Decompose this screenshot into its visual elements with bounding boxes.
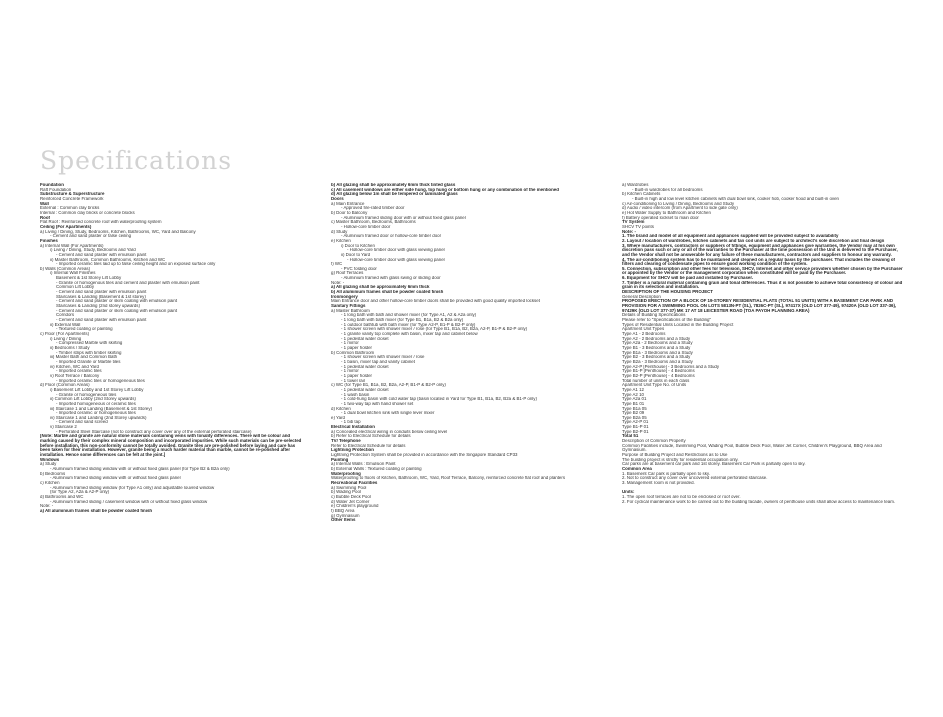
spec-line: Ceiling (For Apartments) bbox=[40, 224, 92, 229]
spec-line: Flat Roof : Reinforced concrete roof with waterproofing system bbox=[40, 220, 162, 225]
spec-line: - Aluminium framed sliding window with or without fixed glass panel bbox=[50, 476, 181, 481]
spec-line: Lightning Protection System shall be provided in accordance with the Singapore Standard CP33 bbox=[331, 453, 518, 458]
spec-line: i) Internal Wall Finishes bbox=[50, 271, 96, 276]
spec-line: - Hollow-core timber door with glass viewing panel bbox=[347, 248, 445, 253]
spec-line: - 1 shower screen with shower mixer / rose bbox=[341, 355, 425, 360]
spec-line: - Aluminium framed sliding window with or without fixed glass panel (for Type B2 & B2a only) bbox=[50, 467, 230, 472]
spec-line: - Timber strips with timber skirting bbox=[56, 350, 122, 355]
spec-line: v) Roof Terrace / Balcony bbox=[50, 373, 100, 378]
spec-line: DESCRIPTION OF THE HOUSING PROJECT bbox=[622, 290, 713, 295]
spec-line: Apartment Unit Type No. of Units bbox=[622, 383, 687, 388]
spec-line: - Built-in wardrobes for all bedrooms bbox=[632, 187, 703, 192]
spec-line: Type B1a 05 bbox=[622, 406, 647, 411]
spec-line: [Note: Marble and granite are natural stone materials containing veins with tonality differences. There will be colour and marking caused by their complex mineral composition and incorporated impurities. While such materials can be pre-selected before installation, this non-conformity cannot be totally avoided. Granite tiles are pre-polished before laying and care has been taken for their installation. However, granite being a much harder material than marble, cannot be re-polished after installation. Hence some differences can be felt at the joint.] bbox=[40, 434, 302, 458]
spec-line: ii) Common Lift Lobby (2nd Storey upwards) bbox=[50, 397, 136, 402]
spec-line: - 1 dual bowl kitchen sink with single lever mixer bbox=[341, 411, 435, 416]
spec-line: Type B1 01 bbox=[622, 401, 645, 406]
spec-line: - Imported ceramic tiles bbox=[56, 369, 102, 374]
spec-line: 2. Layout / location of wardrobes, kitchen cabinets and fan coil units are subject to architect's sole discretion and final design bbox=[622, 238, 885, 243]
spec-line: c) Air-conditioning to Living / Dining, Bedrooms and Study bbox=[622, 201, 735, 206]
spec-line: a) Master Bathroom bbox=[331, 308, 370, 313]
spec-line: iii) Master Bath and Common Bath bbox=[50, 355, 118, 360]
spec-line: - 1 pedestal water closet bbox=[341, 364, 389, 369]
spec-line: e) Kitchen bbox=[331, 238, 351, 243]
spec-line: Windows bbox=[40, 457, 60, 462]
column-middle bbox=[331, 183, 599, 578]
spec-line: Types of Residential Units Located in the Building Project bbox=[622, 322, 734, 327]
spec-line: - Imported ceramic tiles or homogeneous tiles bbox=[56, 378, 145, 383]
spec-line: - Cement and sand plaster or false ceiling bbox=[50, 234, 132, 239]
spec-line: Waterproofing to floors of Kitchen, Bathroom, WC, Yard, Roof Terrace, Balcony, reinforced concrete flat roof and planters bbox=[331, 476, 566, 481]
spec-line: Apartment Unit Types bbox=[622, 327, 665, 332]
spec-line: General Description bbox=[622, 294, 661, 299]
spec-line: - 1 two-way tap with hand shower set bbox=[341, 401, 414, 406]
spec-line: Type A2-P [Penthouse] - 3 Bedrooms and a Study bbox=[622, 364, 720, 369]
spec-line: Lightning Protection bbox=[331, 448, 374, 453]
spec-line: SHCV TV points bbox=[622, 224, 654, 229]
spec-line: a) Living / Dining, Study, Bedrooms, Kitchen, Bathrooms, WC, Yard and Balcony bbox=[40, 229, 196, 234]
spec-line: - 1 mirror bbox=[341, 341, 359, 346]
spec-line: Electrical Installation bbox=[331, 425, 375, 430]
spec-line: a) Study bbox=[40, 462, 57, 467]
spec-line: Note: - bbox=[40, 504, 54, 509]
spec-line: 2. For cyclical maintenance work to be carried out to the building facade, owners of penthouse units shall allow access to maintenance team. bbox=[622, 499, 896, 504]
spec-line: f) WC bbox=[331, 262, 343, 267]
spec-line: 1. The open roof terraces are not to be enclosed or roof over. bbox=[622, 494, 741, 499]
spec-line: - Aluminium framed sliding door with or without fixed glass panel bbox=[341, 215, 466, 220]
spec-line: f) BBQ Area bbox=[331, 508, 355, 513]
spec-line: Ironmongery bbox=[331, 294, 358, 299]
spec-line: External : Common clay bricks bbox=[40, 206, 100, 211]
spec-line: d) Study bbox=[331, 229, 348, 234]
spec-line: ii) External Wall bbox=[50, 322, 81, 327]
spec-line: - Hollow-core timber door bbox=[341, 224, 391, 229]
spec-line: Description of Common Property bbox=[622, 439, 686, 444]
spec-line: Type A2a - 2 Bedrooms and a Study bbox=[622, 341, 693, 346]
spec-line: a) Wardrobes bbox=[622, 183, 649, 187]
spec-line: Note: - bbox=[331, 280, 345, 285]
spec-line: - 1 outdoor bathtub with bath mixer (for Type A2-P, B1-P & B2-P only) bbox=[341, 322, 476, 327]
spec-line: - Cement and sand plaster with emulsion paint bbox=[56, 252, 147, 257]
spec-line: - Perforated Steel Staircase (not to construct any cover over any of the external perforated staircase) bbox=[56, 429, 252, 434]
spec-line: (for Type A2, A2a & A2-P only) bbox=[50, 490, 110, 495]
spec-line: - 1 towel rail bbox=[341, 378, 365, 383]
spec-line: - Aluminium framed door or hollow-core timber door bbox=[341, 234, 442, 239]
spec-line: - 1 pedestal water closet bbox=[341, 336, 389, 341]
spec-line: Common Lift Lobby bbox=[56, 285, 95, 290]
spec-line: c) Floor (For Apartments) bbox=[40, 332, 90, 336]
spec-line: a) Internal Walls : Emulsion Paint bbox=[331, 462, 396, 467]
spec-line: Recreational Facilities bbox=[331, 481, 378, 485]
spec-line: Type A1 12 bbox=[622, 387, 644, 392]
spec-line: - Imported homogeneous or ceramic tiles bbox=[56, 401, 136, 406]
spec-line: - 1 basin, mixer tap and vanity cabinet bbox=[341, 359, 415, 364]
spec-line: Type B1a - 3 Bedrooms and a Study bbox=[622, 350, 693, 355]
spec-line: - 1 long bath with bath and shower mixer (for Type A1, A2 & A2a only) bbox=[341, 313, 477, 318]
spec-line: - PVC folding door bbox=[341, 266, 377, 271]
spec-line: iv) Staircase 1 and Landing (2nd Storey upwards) bbox=[50, 415, 147, 420]
spec-line: Wall bbox=[40, 201, 49, 206]
spec-line: Raft Foundation bbox=[40, 187, 72, 192]
spec-line: - Cement and sand plaster with emulsion paint bbox=[56, 290, 147, 295]
spec-line: 6. Equipment for SHCV will be paid and installed by Purchaser. bbox=[622, 276, 754, 281]
spec-line: Total 51 bbox=[622, 434, 639, 439]
spec-line: Note: - bbox=[622, 229, 636, 234]
spec-line: Type B1-P 01 bbox=[622, 425, 649, 430]
spec-line: Type B2-P 01 bbox=[622, 429, 649, 434]
spec-line: c) Kitchen bbox=[40, 481, 60, 485]
spec-line: a) Internal Wall (For Apartments) bbox=[40, 243, 104, 248]
spec-line: Waterproofing bbox=[331, 471, 361, 476]
spec-line: b) External Walls : Textured coating or painting bbox=[331, 467, 422, 472]
spec-line: b) Door to Balcony bbox=[331, 210, 368, 215]
spec-line: - 1 long bath with bath mixer (for Type B1, B1a, B2 & B2a only) bbox=[341, 318, 464, 323]
spec-line: - Cement and sand plaster or skim coating with emulsion paint bbox=[56, 308, 178, 313]
spec-line: b) Common Bathroom bbox=[331, 350, 375, 355]
spec-line: Units: bbox=[622, 490, 635, 495]
spec-line: Substructure & Superstructure bbox=[40, 192, 105, 197]
spec-line: i) Living / Dining, Study, Bedrooms and Yard bbox=[50, 248, 136, 253]
spec-line: Reinforced Concrete Framework bbox=[40, 196, 104, 201]
spec-line: Painting bbox=[331, 457, 349, 462]
spec-line: Foundation bbox=[40, 183, 64, 187]
spec-line: Type B1-P [Penthouse] - 4 Bedrooms bbox=[622, 369, 695, 374]
spec-line: d) Water Jet Corner bbox=[331, 499, 370, 504]
spec-line: e) Yard bbox=[331, 415, 345, 420]
spec-line: i) Door to Kitchen bbox=[341, 243, 375, 248]
spec-line: - 1 granite vanity top complete with basin, mixer tap and cabinet below bbox=[341, 332, 478, 336]
spec-line: - Aluminium framed sliding window (for Type A1 only) and adjustable louvred window bbox=[50, 485, 215, 490]
spec-line: ii) Door to Yard bbox=[341, 252, 371, 257]
spec-line: - Cement and sand screed bbox=[56, 420, 108, 425]
spec-line: Common Area bbox=[622, 467, 652, 472]
spec-line: Finishes bbox=[40, 238, 58, 243]
spec-line: c) Master Bathroom, Bedrooms, Bathrooms bbox=[331, 220, 416, 225]
spec-line: Other Items bbox=[331, 518, 356, 523]
spec-line: a) Swimming Pool bbox=[331, 485, 367, 490]
spec-line: - 1 pedestal water closet bbox=[341, 387, 389, 392]
spec-line: Type A2 10 bbox=[622, 392, 644, 397]
spec-line: Common Facilities include, Swimming Pool, Wading Pool, Bubble Deck Pool, Water Jet Corner, Children's Playground, BBQ Area and Gymnasium. bbox=[622, 443, 882, 453]
spec-line: The building project is strictly for residential occupation only. bbox=[622, 457, 739, 462]
spec-line: d) All glazing below 1m shall be tempered or laminated glass bbox=[331, 192, 458, 197]
spec-line: Roof bbox=[40, 215, 50, 220]
spec-line: c) WC (for Type B1, B1a, B2, B2a, A2-P, B1-P & B2-P only) bbox=[331, 383, 446, 388]
column-right bbox=[622, 183, 906, 555]
spec-line: Internal : Common clay bricks or concrete blocks bbox=[40, 210, 135, 215]
spec-line: - 1 shower screen with shower mixer / rose (for Type B1, B1a, B2, B2a, A2-P, B1-P & B2-P only) bbox=[341, 327, 528, 332]
spec-line: b) Wading Pool bbox=[331, 490, 361, 495]
spec-line: b) Refer to Electrical Schedule for details bbox=[331, 434, 411, 439]
spec-line: ii) Bedrooms / Study bbox=[50, 345, 90, 350]
spec-line: Purpose of Building Project and Restrictions as to Use bbox=[622, 453, 728, 458]
spec-line: - Granite or homogeneous tiles bbox=[56, 392, 117, 397]
spec-line: - Imported Granite or Marble tiles bbox=[56, 359, 121, 364]
spec-line: Type B2 - 3 Bedrooms and a Study bbox=[622, 355, 691, 360]
spec-line: - Hollow-core timber door with glass viewing panel bbox=[347, 257, 445, 262]
spec-line: Type A2-P 01 bbox=[622, 420, 649, 425]
spec-line: Corridors bbox=[56, 313, 75, 318]
spec-line: g) Gymnasium bbox=[331, 513, 360, 518]
column-left bbox=[40, 183, 302, 603]
spec-line: 1. Basement Car park is partially open to sky. bbox=[622, 471, 711, 476]
spec-line: d) Audio / video intercom (from Apartment to side gate only) bbox=[622, 206, 738, 211]
spec-line: a) Concealed electrical wiring in conduits below ceiling level bbox=[331, 429, 448, 434]
spec-line: e) Children's playground bbox=[331, 504, 379, 509]
page-title: Specifications bbox=[40, 146, 233, 175]
spec-line: Type B2a 05 bbox=[622, 415, 647, 420]
spec-line: iii) Staircase 1 and Landing (Basement & 1st Storey) bbox=[50, 406, 153, 411]
spec-line: 5. Connection, subscription and other fees for television, SHCV, Internet and other service providers whether chosen by the Purchaser or appointed by the Vendor or the management corporation when constituted will be paid by the Purchaser. bbox=[622, 266, 903, 276]
spec-line: d) Bathrooms and WC bbox=[40, 494, 84, 499]
spec-line: 3. Where manufacturers, contractors or suppliers of fittings, equipment and appliances give warranties, the Vendor may at his own discretion pass such or any or all of the warranties to the Purchaser at the time possession of the Unit is delivered to the Purchaser, and the Vendor shall not be answerable for any failure of these manufacturers, contractors and suppliers to honour any warranty. bbox=[622, 243, 898, 257]
spec-line: v) Staircase 2 bbox=[50, 425, 77, 430]
spec-line: Basement & 1st Storey Lift Lobby bbox=[56, 276, 122, 281]
spec-line: b) All aluminium frames shall be powder coated finish bbox=[331, 290, 444, 295]
spec-line: b) Bedrooms bbox=[40, 471, 66, 476]
spec-line: Total number of units in each class bbox=[622, 378, 690, 383]
spec-line: Please refer to "Specifications of the Building" bbox=[622, 318, 712, 323]
spec-line: Type A2 - 2 Bedrooms and a Study bbox=[622, 336, 691, 341]
spec-line: Details of Building Specifications bbox=[622, 313, 686, 318]
spec-line: Car parks are at basement car park and 1st storey. Basement Car Park is partially open to sky. bbox=[622, 462, 806, 467]
spec-line: - 1 paper holder bbox=[341, 373, 372, 378]
spec-line: ii) Master Bathroom, Common Bathrooms, Kitchen and WC bbox=[50, 257, 166, 262]
spec-line: TV/ Telephone bbox=[331, 439, 361, 444]
spec-line: Refer to Electrical Schedule for details bbox=[331, 443, 406, 448]
spec-line: PROPOSED ERECTION OF A BLOCK OF 19-STOREY RESIDENTIAL FLATS (TOTAL 51 UNITS) WITH A BASEMENT CAR PARK AND PROVISION FOR A SWIMMING POOL ON LOTS 5813N-PT (SL), 7826C-PT (SL), 97417X (OLD LOT 377-49), 97420A (OLD LOT 337-36), 97429K (OLD LOT 377-37) MK 17 AT 18 LEICESTER ROAD (TOA PAYOH PLANNING AREA) bbox=[622, 299, 897, 313]
spec-line: - 1 wash basin bbox=[341, 392, 370, 397]
spec-line: Sanitary Fittings bbox=[331, 304, 366, 309]
spec-line: - 1 bib tap bbox=[341, 420, 361, 425]
spec-line: a) All aluminium frames shall be powder coated finish bbox=[40, 508, 153, 513]
spec-line: - Cement and sand plaster with emulsion paint bbox=[56, 318, 147, 323]
spec-line: Type B2-P [Penthouse] - 4 Bedrooms bbox=[622, 373, 695, 378]
spec-line: Type A1 - 2 Bedrooms bbox=[622, 332, 666, 336]
spec-line: Main Entrance door and other hollow-core timber doors shall be provided with good quality imported lockset bbox=[331, 299, 540, 304]
spec-line: - Aluminium framed sliding / casement window with or without fixed glass window bbox=[50, 499, 208, 504]
spec-line: g) Roof Terraces bbox=[331, 271, 364, 276]
spec-line: Doors bbox=[331, 196, 344, 201]
spec-line: Type A2a 01 bbox=[622, 397, 647, 402]
spec-line: - 1 mirror bbox=[341, 369, 359, 374]
spec-line: a) All glazing shall be approximately 6mm thick bbox=[331, 285, 430, 290]
spec-line: 2. Not to construct any cover over uncovered external perforated staircase. bbox=[622, 476, 768, 481]
spec-line: - Built-in high and low level kitchen cabinets with dual bowl sink, cooker hob, cooker hood and built-in oven bbox=[632, 196, 839, 201]
spec-line: Staircases & Landing (2nd storey upwards) bbox=[56, 304, 140, 309]
spec-line: - Textured coating or painting bbox=[56, 327, 113, 332]
spec-line: - Approved fire-rated timber door bbox=[341, 206, 405, 211]
spec-line: e) Hot Water Supply to Bathroom and Kitchen bbox=[622, 210, 711, 215]
spec-line: d) Kitchen bbox=[331, 406, 351, 411]
spec-line: Type B2a - 3 Bedrooms and a Study bbox=[622, 359, 693, 364]
spec-line: - Compressed Marble with skirting bbox=[56, 341, 123, 346]
spec-line: Staircases & Landing (Basement & 1st storey) bbox=[56, 294, 146, 299]
spec-line: iv) Kitchen, WC and Yard bbox=[50, 364, 99, 369]
spec-line: - 1 paper holder bbox=[341, 345, 372, 350]
spec-line: - Aluminium framed with glass swing or sliding door bbox=[341, 276, 441, 281]
spec-line: b) Kitchen Cabinets bbox=[622, 192, 661, 197]
spec-line: TV System bbox=[622, 220, 645, 225]
spec-line: a) Main Entrance bbox=[331, 201, 365, 206]
spec-line: b) Walls (Common Areas) bbox=[40, 266, 91, 271]
spec-line: c) Bubble Deck Pool bbox=[331, 494, 371, 499]
spec-line: - Imported ceramic tiles laid up to false ceiling height and on exposed surface only bbox=[56, 262, 216, 267]
spec-line: 1. The brand and model of all equipment and appliances supplied will be provided subject to availability bbox=[622, 234, 839, 239]
spec-line: f) Battery operated lockset to main door bbox=[622, 215, 699, 220]
spec-line: Type B1 - 3 Bedrooms and a Study bbox=[622, 345, 691, 350]
spec-line: b) All glazing shall be approximately 6mm thick tinted glass bbox=[331, 183, 456, 187]
spec-line: 4. The air-conditioning system has to be maintained and cleaned on a regular basis by the purchaser. That includes the cleaning of filters and clearing of condensate pipes to ensure good working condition of the system. bbox=[622, 257, 896, 267]
spec-line: i) Basement Lift Lobby and 1st Storey Lift Lobby bbox=[50, 387, 144, 392]
spec-line: Type B2 09 bbox=[622, 411, 645, 416]
spec-line: 7. Timber is a natural material containing grain and tonal differences. Thus it is not possible to achieve total consistency of colour and grain in its selection and installation. bbox=[622, 280, 903, 290]
spec-line: c) All casement windows are either side hung, top hung or bottom hung or any combination of the mentioned bbox=[331, 187, 559, 192]
spec-line: - Cement and sand plaster or skim coating with emulsion paint bbox=[56, 299, 178, 304]
spec-line: - Granite or homogenous tiles and cement and plaster with emulsion paint bbox=[56, 280, 200, 285]
spec-line: - Imported ceramic or homogeneous tiles bbox=[56, 411, 136, 416]
spec-line: i) Living / Dining bbox=[50, 336, 82, 341]
spec-line: d) Floor (Common Areas) bbox=[40, 383, 90, 388]
spec-line: - 1 cold-hung basin with cold water tap (basin located in Yard for Type B1, B1a, B2, B2a & B1-P only) bbox=[341, 397, 537, 402]
spec-line: 3. Management room is not provided. bbox=[622, 481, 695, 485]
